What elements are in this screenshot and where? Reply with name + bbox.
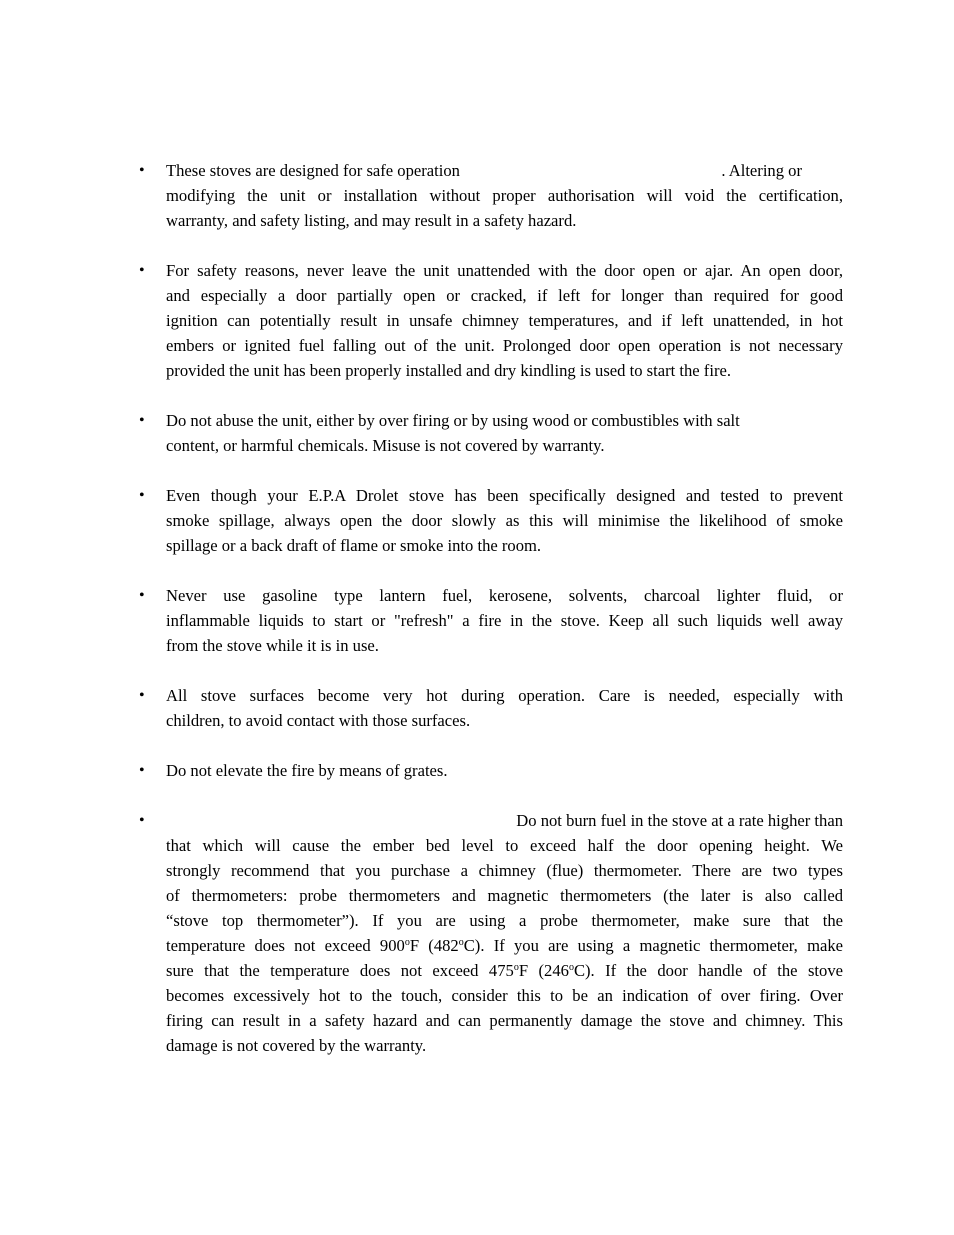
- bullet-item: [0, 683, 954, 733]
- text-line: [166, 958, 843, 983]
- text-segment: Do not burn fuel in the stove at a rate higher than: [516, 811, 843, 830]
- text-line: inflammable liquids to start or "refresh" a fire in the stove. Keep all such liquids well away: [166, 611, 843, 630]
- text-segment: These stoves are designed for safe operation: [166, 161, 460, 180]
- text-line: [166, 933, 843, 958]
- text-line: spillage or a back draft of flame or smoke into the room.: [166, 536, 542, 555]
- text-line: [166, 158, 843, 183]
- bullet-item: [0, 483, 954, 558]
- bullet-icon: •: [139, 812, 145, 829]
- text-line: Do not abuse the unit, either by over firing or by using wood or combustibles with salt: [166, 411, 740, 430]
- bullet-item: [0, 758, 954, 783]
- bullet-icon: •: [139, 587, 145, 604]
- bullet-item: [0, 583, 954, 658]
- text-line: that which will cause the ember bed level to exceed half the door opening height. We: [166, 836, 843, 855]
- text-line: and especially a door partially open or cracked, if left for longer than required for good: [166, 286, 843, 305]
- text-line: For safety reasons, never leave the unit unattended with the door open or ajar. An open door,: [166, 261, 843, 280]
- text-segment: F (246: [518, 961, 569, 980]
- text-line: Never use gasoline type lantern fuel, kerosene, solvents, charcoal lighter fluid, or: [166, 586, 843, 605]
- text-segment: F (482: [409, 936, 459, 955]
- text-line: Even though your E.P.A Drolet stove has been specifically designed and tested to prevent: [166, 486, 843, 505]
- text-line: [166, 808, 843, 833]
- text-segment: . Altering or: [721, 161, 802, 180]
- text-segment: C). If the door handle of the stove: [573, 961, 843, 980]
- text-line: damage is not covered by the warranty.: [166, 1036, 427, 1055]
- degree-superscript: o: [458, 937, 464, 948]
- text-line: modifying the unit or installation without proper authorisation will void the certification,: [166, 186, 843, 205]
- text-line: ignition can potentially result in unsafe chimney temperatures, and if left unattended, in hot: [166, 311, 843, 330]
- text-segment: sure that the temperature does not exceed 475: [166, 961, 514, 980]
- text-line: smoke spillage, always open the door slowly as this will minimise the likelihood of smoke: [166, 511, 843, 530]
- text-line: Do not elevate the fire by means of grates.: [166, 761, 448, 780]
- text-line: “stove top thermometer”). If you are using a probe thermometer, make sure that the: [166, 911, 843, 930]
- bullet-item: [0, 258, 954, 383]
- bullet-item: [0, 408, 954, 458]
- degree-superscript: o: [404, 937, 410, 948]
- bullet-icon: •: [139, 412, 145, 429]
- text-segment: temperature does not exceed 900: [166, 936, 405, 955]
- text-line: content, or harmful chemicals. Misuse is not covered by warranty.: [166, 436, 605, 455]
- text-line: from the stove while it is in use.: [166, 636, 379, 655]
- text-line: warranty, and safety listing, and may result in a safety hazard.: [166, 211, 577, 230]
- bullet-icon: •: [139, 487, 145, 504]
- degree-superscript: o: [568, 962, 574, 973]
- text-line: embers or ignited fuel falling out of the unit. Prolonged door open operation is not necessary: [166, 336, 843, 355]
- bullet-icon: •: [139, 162, 145, 179]
- text-line: strongly recommend that you purchase a chimney (flue) thermometer. There are two types: [166, 861, 843, 880]
- text-segment: C). If you are using a magnetic thermometer, make: [463, 936, 843, 955]
- document-body: [0, 158, 954, 1083]
- bullet-icon: •: [139, 762, 145, 779]
- bullet-item: [0, 808, 954, 1058]
- bullet-icon: •: [139, 262, 145, 279]
- text-line: provided the unit has been properly installed and dry kindling is used to start the fire.: [166, 361, 731, 380]
- bullet-item: [0, 158, 954, 233]
- text-line: firing can result in a safety hazard and can permanently damage the stove and chimney. This: [166, 1011, 843, 1030]
- bullet-icon: •: [139, 687, 145, 704]
- text-line: of thermometers: probe thermometers and magnetic thermometers (the later is also called: [166, 886, 843, 905]
- text-line: children, to avoid contact with those surfaces.: [166, 711, 471, 730]
- degree-superscript: o: [513, 962, 519, 973]
- text-line: All stove surfaces become very hot during operation. Care is needed, especially with: [166, 686, 843, 705]
- text-line: becomes excessively hot to the touch, consider this to be an indication of over firing. Over: [166, 986, 843, 1005]
